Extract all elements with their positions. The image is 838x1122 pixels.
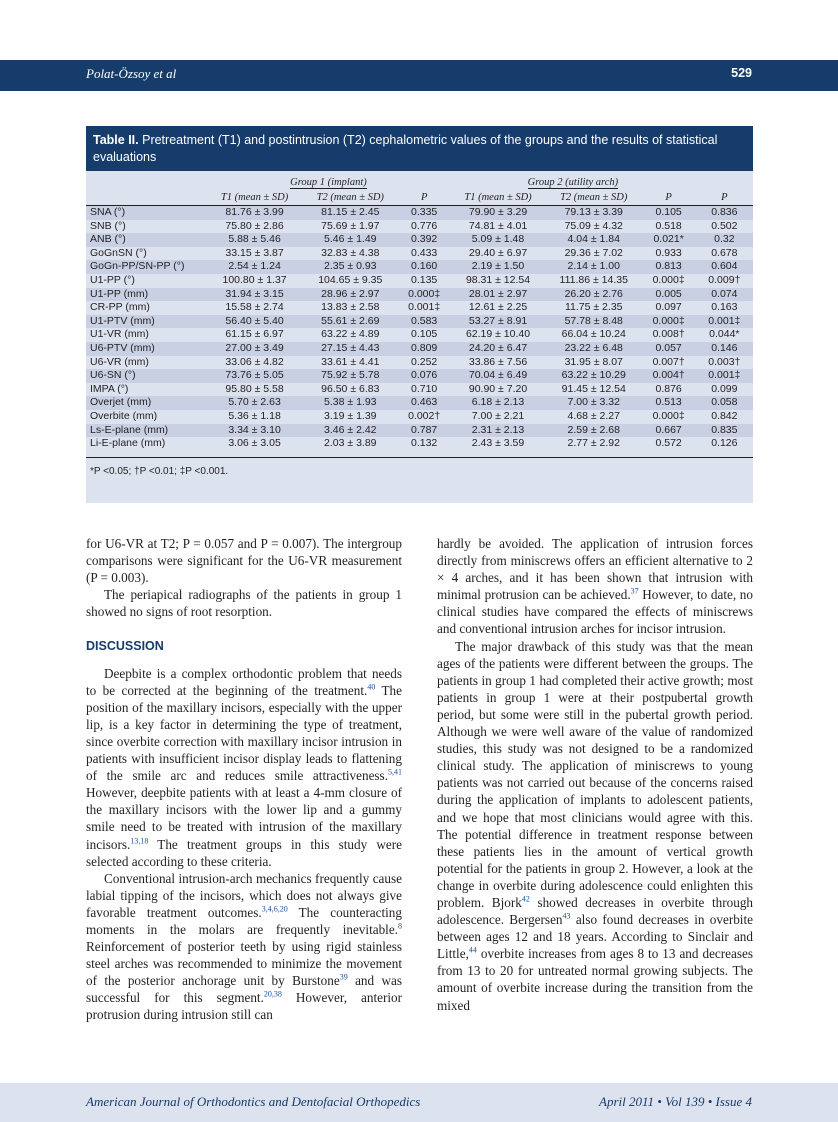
table-cell: 7.00 ± 2.21	[471, 409, 525, 422]
table-cell: 2.03 ± 3.89	[324, 437, 377, 450]
table-cell: 0.392	[398, 233, 450, 247]
table-cell: 0.604	[696, 260, 753, 274]
col-header: T1 (mean ± SD)	[207, 190, 303, 206]
table-cell: 7.00 ± 3.32	[546, 396, 642, 410]
table-cell: 0.32	[696, 233, 753, 247]
table-cell: 31.94 ± 3.15	[207, 288, 303, 302]
row-label: U1-VR (mm)	[90, 328, 149, 341]
table-row	[86, 369, 753, 383]
table-cell: 62.19 ± 10.40	[465, 328, 531, 341]
table-cell: 0.000‡	[398, 288, 450, 302]
data-table	[86, 171, 753, 451]
row-label: Overbite (mm)	[90, 409, 158, 422]
table-row	[86, 342, 753, 356]
table-row	[86, 206, 753, 220]
table-cell: 5.36 ± 1.18	[228, 409, 281, 422]
table-cell: 0.667	[642, 424, 696, 438]
table-cell: 0.776	[411, 219, 438, 232]
table-cell: 0.074	[696, 288, 753, 302]
table-cell: 75.80 ± 2.86	[225, 219, 284, 232]
table-cell: 0.105	[642, 206, 696, 220]
table-cell: 70.04 ± 6.49	[450, 369, 546, 383]
row-label: U6-VR (mm)	[90, 355, 149, 368]
table-row	[86, 383, 753, 397]
table-cell: 27.00 ± 3.49	[207, 342, 303, 356]
table-cell: 66.04 ± 10.24	[561, 328, 626, 341]
table-cell: 96.50 ± 6.83	[321, 382, 380, 395]
row-label: U6-PTV (mm)	[86, 342, 207, 356]
table-cell: 0.044*	[709, 328, 740, 341]
table-cell: 61.15 ± 6.97	[225, 328, 284, 341]
table-cell: 0.076	[398, 369, 450, 383]
col-header: P	[642, 190, 696, 206]
table-cell: 2.77 ± 2.92	[567, 437, 620, 450]
table-cell: 2.54 ± 1.24	[207, 260, 303, 274]
reference-link[interactable]: 20,38	[263, 989, 282, 999]
table-cell: 0.132	[411, 437, 438, 450]
paragraph: hardly be avoided. The application of intrusion forces directly from miniscrews offers an efficient alternative to 2 × 4 arches, and it has been shown that intrusion with minimal protrusion can be achieved.$^{37}$ However, to date, no clinical studies have compared the effects of miniscrews and conventional intrusion arches for incisor intrusion.	[437, 536, 753, 637]
table-cell: 75.92 ± 5.78	[302, 369, 398, 383]
table-row	[86, 220, 753, 234]
col-header: T2 (mean ± SD)	[302, 190, 398, 206]
table-cell: 0.842	[711, 409, 738, 422]
table-title	[86, 126, 753, 171]
col-header: T1 (mean ± SD)	[450, 190, 546, 206]
table-label: Table II.	[93, 133, 139, 147]
table-cell: 0.787	[398, 424, 450, 438]
reference-link[interactable]: 3,4,6,20	[261, 904, 288, 914]
reference-link[interactable]: 37	[630, 586, 639, 596]
table-cell: 0.160	[398, 260, 450, 274]
table-cell: 0.836	[696, 206, 753, 220]
table-cell: 0.004†	[642, 369, 696, 383]
table-caption: Pretreatment (T1) and postintrusion (T2) cephalometric values of the groups and the results of statistical evaluations	[93, 133, 718, 164]
table-row	[86, 301, 753, 315]
body-column-right	[437, 535, 753, 1014]
table-cell: 0.001‡	[408, 301, 441, 314]
table-row	[86, 274, 753, 288]
row-label: ANB (°)	[86, 233, 207, 247]
table-cell: 31.95 ± 8.07	[564, 355, 623, 368]
table-cell: 3.19 ± 1.39	[324, 409, 377, 422]
table-footnote: *P <0.05; †P <0.01; ‡P <0.001.	[86, 457, 753, 477]
table-cell: 2.43 ± 3.59	[471, 437, 525, 450]
table-cell: 4.04 ± 1.84	[546, 233, 642, 247]
table-row	[86, 356, 753, 370]
row-label: Li-E-plane (mm)	[90, 437, 166, 450]
running-head-author: Polat-Özsoy et al	[86, 66, 177, 81]
reference-link[interactable]: 5,41	[388, 767, 402, 777]
table-cell: 0.126	[711, 437, 738, 450]
group1-header: Group 1 (implant)	[290, 176, 367, 188]
table-cell: 81.76 ± 3.99	[207, 206, 303, 220]
table-cell: 0.518	[655, 219, 682, 232]
table-cell: 0.005	[642, 288, 696, 302]
reference-link[interactable]: 39	[339, 972, 348, 982]
paragraph: Deepbite is a complex orthodontic problem that needs to be corrected at the beginning of the treatment.$^{40}$ The position of the maxillary incisors, especially with the upper lip, is a key factor in determining the type of treatment, since overbite correction with maxillary incisor intrusion in patients with insufficient incisor display leads to flattening of the smile arc and reduces smile attractiveness.$^{5,41}$ However, deepbite patients with at least a 4-mm closure of the maxillary incisors with the lower lip and a gummy smile need to be treated with intrusion of the maxillary incisors.$^{13,18}$ The treatment groups in this study were selected according to these criteria.	[86, 665, 402, 869]
table-cell: 90.90 ± 7.20	[468, 382, 528, 395]
table-cell: 55.61 ± 2.69	[302, 315, 398, 329]
table-cell: 0.710	[411, 382, 438, 395]
table-cell: 0.008†	[652, 328, 685, 341]
table-cell: 0.001‡	[696, 369, 753, 383]
row-label: U1-PP (°)	[90, 273, 135, 286]
table-cell: 0.099	[711, 382, 738, 395]
table-cell: 2.59 ± 2.68	[546, 424, 642, 438]
table-cell: 29.36 ± 7.02	[564, 246, 623, 259]
table-cell: 13.83 ± 2.58	[321, 301, 380, 314]
table-cell: 81.15 ± 2.45	[302, 206, 398, 220]
table-cell: 0.135	[411, 273, 438, 286]
table-cell: 0.876	[655, 382, 682, 395]
table-cell: 0.021*	[642, 233, 696, 247]
body-column-left	[86, 535, 402, 1024]
table-cell: 0.502	[711, 219, 738, 232]
table-cell: 56.40 ± 5.40	[207, 315, 303, 329]
table-cell: 79.13 ± 3.39	[546, 206, 642, 220]
table-cell: 2.19 ± 1.50	[450, 260, 546, 274]
table-cell: 26.20 ± 2.76	[546, 288, 642, 302]
table-cell: 63.22 ± 10.29	[546, 369, 642, 383]
table-cell: 5.38 ± 1.93	[302, 396, 398, 410]
table-row	[86, 424, 753, 438]
table-cell: 5.88 ± 5.46	[207, 233, 303, 247]
table-cell: 74.81 ± 4.01	[468, 219, 528, 232]
table-cell: 73.76 ± 5.05	[207, 369, 303, 383]
table-cell: 0.057	[642, 342, 696, 356]
table-cell: 57.78 ± 8.48	[546, 315, 642, 329]
table-cell: 24.20 ± 6.47	[450, 342, 546, 356]
table-cell: 0.252	[411, 355, 438, 368]
paragraph: for U6-VR at T2; P = 0.057 and P = 0.007). The intergroup comparisons were significant for the U6-VR measurement (P = 0.003).	[86, 536, 402, 586]
row-label: U1-PP (mm)	[86, 288, 207, 302]
table-cell: 33.86 ± 7.56	[468, 355, 528, 368]
table-row	[86, 260, 753, 274]
table-cell: 23.22 ± 6.48	[546, 342, 642, 356]
table-row	[86, 233, 753, 247]
table-cell: 0.105	[411, 328, 438, 341]
table-cell: 28.96 ± 2.97	[302, 288, 398, 302]
table-cell: 0.146	[696, 342, 753, 356]
paragraph: Conventional intrusion-arch mechanics frequently cause labial tipping of the incisors, which does not always give favorable treatment outcomes.$^{3,4,6,20}$ The counteracting moments in the molars are frequently inevitable.$^8$ Reinforcement of posterior teeth by using rigid stainless steel arches was recommended to minimize the movement of the posterior anchorage unit by Burstone$^{39}$ and was successful for this segment.$^{20,38}$ However, anterior protrusion during intrusion still can	[86, 870, 403, 1023]
table-cell: 0.583	[398, 315, 450, 329]
table-cell: 33.61 ± 4.41	[321, 355, 380, 368]
table-cell: 91.45 ± 12.54	[561, 382, 626, 395]
table-cell: 0.000‡	[642, 315, 696, 329]
table-cell: 0.058	[696, 396, 753, 410]
footer-issue: April 2011 • Vol 139 • Issue 4	[599, 1094, 752, 1109]
paragraph: The periapical radiographs of the patients in group 1 showed no signs of root resorption.	[86, 587, 402, 620]
table-cell: 95.80 ± 5.58	[225, 382, 284, 395]
table-cell: 0.009†	[708, 273, 741, 286]
table-cell: 6.18 ± 2.13	[450, 396, 546, 410]
table-row	[86, 410, 753, 424]
table-cell: 5.70 ± 2.63	[207, 396, 303, 410]
table-cell: 100.80 ± 1.37	[222, 273, 287, 286]
table-cell: 0.003†	[708, 355, 741, 368]
table-container	[86, 126, 753, 503]
table-row	[86, 247, 753, 261]
table-cell: 63.22 ± 4.89	[321, 328, 380, 341]
table-cell: 0.433	[411, 246, 438, 259]
table-body	[86, 206, 753, 451]
table-cell: 11.75 ± 2.35	[564, 301, 623, 314]
table-cell: 3.46 ± 2.42	[302, 424, 398, 438]
table-cell: 0.000‡	[652, 409, 685, 422]
col-header: P	[696, 190, 753, 206]
reference-link[interactable]: 13,18	[130, 836, 149, 846]
table-cell: 0.933	[655, 246, 682, 259]
group2-header: Group 2 (utility arch)	[527, 176, 619, 188]
row-label: U6-SN (°)	[86, 369, 207, 383]
table-cell: 0.835	[696, 424, 753, 438]
row-label: Ls-E-plane (mm)	[86, 424, 207, 438]
table-cell: 0.097	[655, 301, 682, 314]
row-label: GoGnSN (°)	[90, 246, 147, 259]
reference-link[interactable]: 8	[398, 921, 402, 931]
table-cell: 28.01 ± 2.97	[450, 288, 546, 302]
table-cell: 32.83 ± 4.38	[321, 246, 380, 259]
table-cell: 0.678	[711, 246, 738, 259]
row-label: SNA (°)	[86, 206, 207, 220]
table-cell: 111.86 ± 14.35	[559, 273, 628, 286]
table-cell: 0.007†	[652, 355, 685, 368]
discussion-heading: DISCUSSION	[86, 639, 164, 654]
table-cell: 33.06 ± 4.82	[225, 355, 284, 368]
reference-link[interactable]: 44	[468, 945, 477, 955]
row-label: Overjet (mm)	[86, 396, 207, 410]
table-cell: 15.58 ± 2.74	[225, 301, 284, 314]
row-label: U1-PTV (mm)	[86, 315, 207, 329]
table-cell: 53.27 ± 8.91	[450, 315, 546, 329]
table-cell: 0.001‡	[696, 315, 753, 329]
table-cell: 3.06 ± 3.05	[228, 437, 281, 450]
table-cell: 0.002†	[408, 409, 441, 422]
table-cell: 75.69 ± 1.97	[321, 219, 380, 232]
table-cell: 0.809	[398, 342, 450, 356]
row-label: GoGn-PP/SN-PP (°)	[86, 260, 207, 274]
table-cell: 0.163	[711, 301, 738, 314]
table-cell: 98.31 ± 12.54	[465, 273, 531, 286]
page-number: 529	[731, 66, 752, 80]
table-cell: 27.15 ± 4.43	[302, 342, 398, 356]
table-cell: 0.000‡	[652, 273, 685, 286]
reference-link[interactable]: 42	[521, 894, 530, 904]
table-cell: 5.09 ± 1.48	[450, 233, 546, 247]
table-cell: 2.35 ± 0.93	[302, 260, 398, 274]
table-row	[86, 437, 753, 451]
table-row	[86, 328, 753, 342]
table-row	[86, 288, 753, 302]
column-header-row	[86, 190, 753, 206]
table-cell: 29.40 ± 6.97	[468, 246, 528, 259]
table-cell: 2.31 ± 2.13	[450, 424, 546, 438]
table-cell: 0.463	[398, 396, 450, 410]
row-label: CR-PP (mm)	[90, 301, 150, 314]
col-header: T2 (mean ± SD)	[546, 190, 642, 206]
table-cell: 5.46 ± 1.49	[302, 233, 398, 247]
table-cell: 0.572	[655, 437, 682, 450]
col-header: P	[398, 190, 450, 206]
table-cell: 33.15 ± 3.87	[225, 246, 284, 259]
table-cell: 3.34 ± 3.10	[207, 424, 303, 438]
table-cell: 4.68 ± 2.27	[567, 409, 620, 422]
row-label: IMPA (°)	[90, 382, 129, 395]
paragraph: The major drawback of this study was that the mean ages of the patients were different between the groups. The patients in group 1 had completed their active growth; most patients in group 1 were at their postpubertal growth period, but some were still in the pubertal growth period. Although we were well aware of the value of randomized studies, this study was not designed to be a randomized clinical study. The application of miniscrews to young patients was not carried out because of the concerns raised during the application of implants to adolescent patients, and we hope that most clinicians would agree with this. The potential difference in treatment response between these patients lies in the amount of vertical growth potential for the patients in group 2. However, a look at the change in overbite during adolescence could enlighten this problem. Bjork$^{42}$ showed decreases in overbite through adolescence. Bergersen$^{43}$ also found decreases in overbite between ages 12 and 18 years. According to Sinclair and Little,$^{44}$ overbite increases from ages 8 to 13 and decreases from 13 to 20 for untreated normal growing subjects. The amount of overbite increase during the transition from the mixed	[437, 638, 754, 1013]
table-row	[86, 315, 753, 329]
reference-link[interactable]: 43	[562, 911, 571, 921]
table-cell: 0.335	[398, 206, 450, 220]
table-cell: 0.813	[642, 260, 696, 274]
footer-journal: American Journal of Orthodontics and Dentofacial Orthopedics	[86, 1094, 421, 1109]
table-cell: 12.61 ± 2.25	[468, 301, 528, 314]
table-cell: 0.513	[642, 396, 696, 410]
table-cell: 75.09 ± 4.32	[564, 219, 623, 232]
table-cell: 79.90 ± 3.29	[450, 206, 546, 220]
table-cell: 104.65 ± 9.35	[318, 273, 383, 286]
row-label: SNB (°)	[90, 219, 126, 232]
table-cell: 2.14 ± 1.00	[546, 260, 642, 274]
table-row	[86, 396, 753, 410]
reference-link[interactable]: 40	[367, 682, 376, 692]
